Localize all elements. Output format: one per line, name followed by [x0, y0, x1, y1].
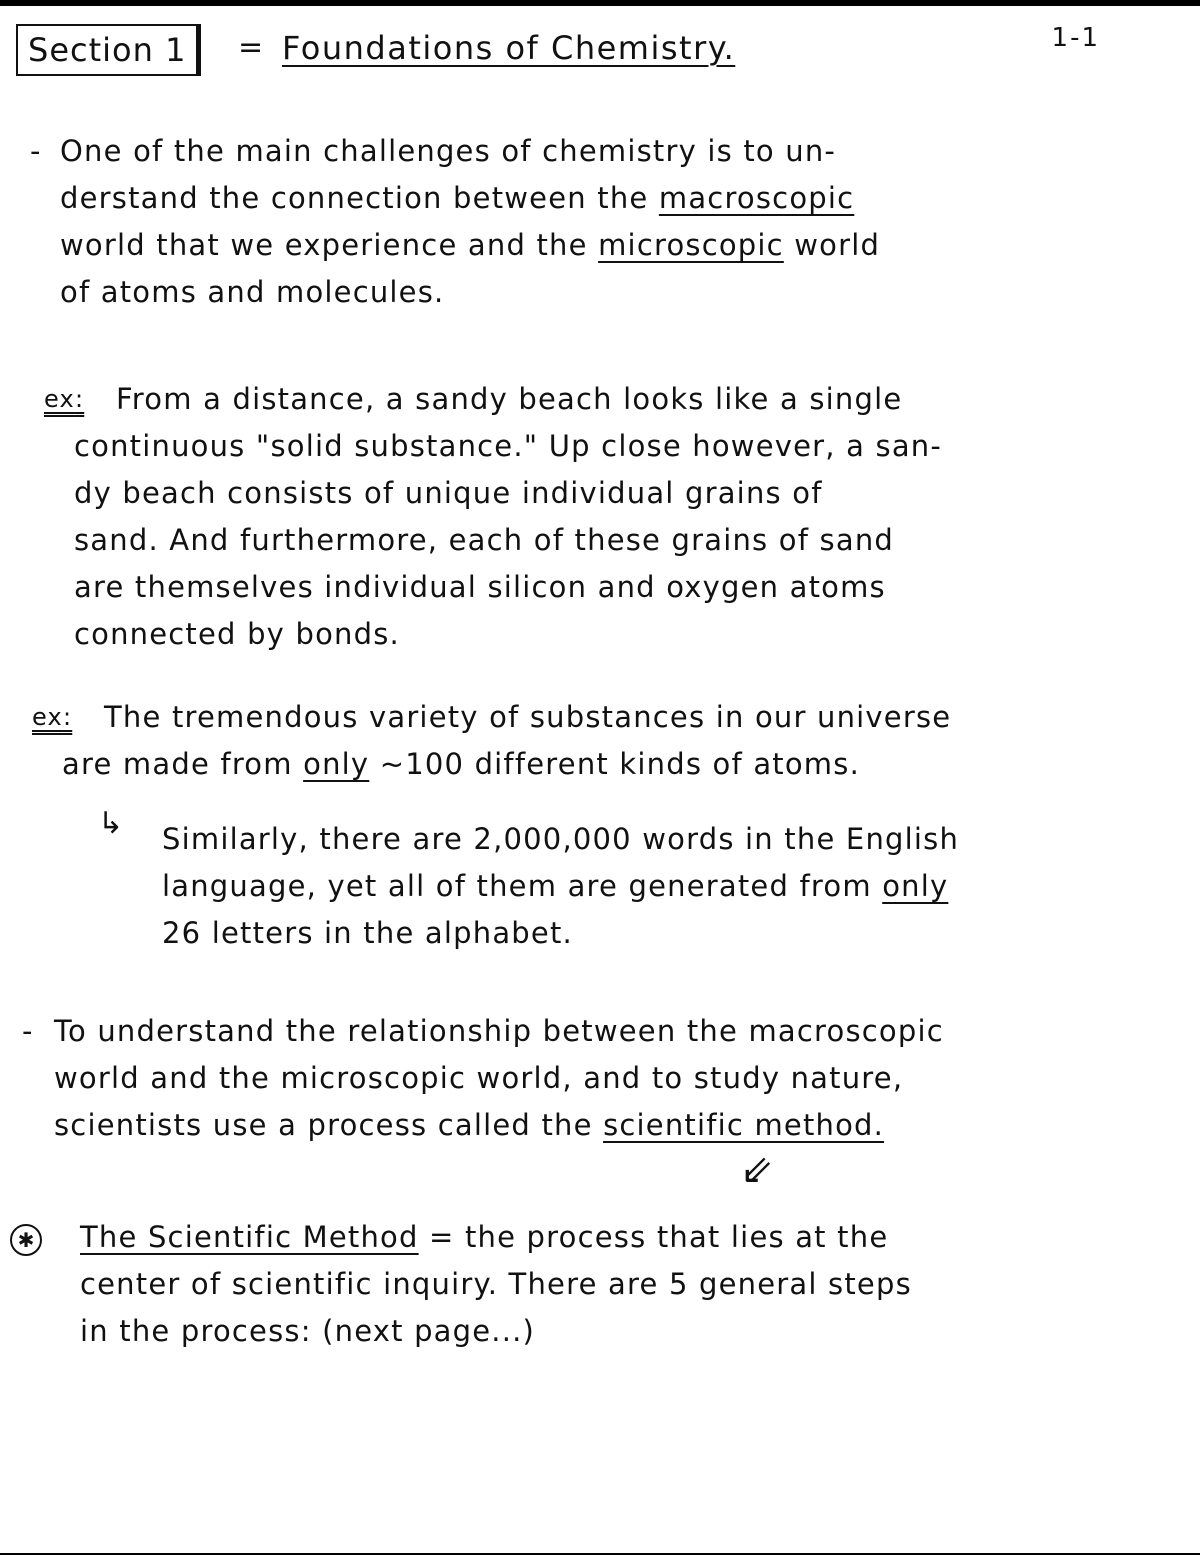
page-number: 1-1	[1051, 23, 1100, 53]
definition-term: The Scientific Method	[80, 1220, 419, 1254]
text-line: continuous "solid substance." Up close however, a san-	[74, 429, 943, 463]
underlined-term-only: only	[882, 869, 949, 903]
hook-arrow-icon: ↳	[98, 806, 124, 841]
underlined-term-macroscopic: macroscopic	[658, 181, 855, 215]
paragraph-intro	[30, 128, 1130, 316]
text-line: sand. And furthermore, each of these grains of sand	[74, 523, 895, 557]
example-label: ex:	[44, 385, 85, 413]
text-line: dy beach consists of unique individual grains of	[74, 476, 823, 510]
text-line: The tremendous variety of substances in our universe	[104, 700, 952, 734]
example-label: ex:	[32, 703, 73, 731]
definition-scientific-method	[80, 1214, 1160, 1355]
text-line: The Scientific Method = the process that lies at the	[80, 1220, 889, 1254]
underlined-term-only: only	[303, 747, 370, 781]
example-beach	[44, 376, 1154, 658]
text-line: are themselves individual silicon and oxygen atoms	[74, 570, 886, 604]
text-line: world and the microscopic world, and to study nature,	[54, 1061, 904, 1095]
top-edge-bar	[0, 0, 1200, 6]
page-header	[16, 24, 1186, 84]
text-line: 26 letters in the alphabet.	[162, 916, 573, 950]
text-line: in the process: (next page...)	[80, 1314, 536, 1348]
paragraph-method	[22, 1008, 1142, 1149]
text-line: connected by bonds.	[74, 617, 400, 651]
example-atoms	[32, 694, 1152, 788]
page-title: Foundations of Chemistry.	[282, 29, 736, 67]
section-label-box: Section 1	[16, 24, 201, 76]
header-equals: =	[238, 30, 264, 65]
bullet-dash: -	[30, 134, 42, 168]
text-line: language, yet all of them are generated from only	[162, 869, 949, 903]
text-line: From a distance, a sandy beach looks like a single	[116, 382, 903, 416]
text-line: world that we experience and the microscopic world	[60, 228, 881, 262]
text-line: One of the main challenges of chemistry is to un-	[60, 134, 837, 168]
underlined-term-scientific-method: scientific method.	[603, 1108, 885, 1142]
text-line: are made from only ~100 different kinds of atoms.	[62, 747, 860, 781]
text-line: scientists use a process called the scientific method.	[54, 1108, 885, 1142]
star-circle-icon: ✱	[10, 1224, 42, 1256]
text-line: of atoms and molecules.	[60, 275, 445, 309]
text-line: center of scientific inquiry. There are 5 general steps	[80, 1267, 912, 1301]
bullet-dash: -	[22, 1014, 34, 1048]
analogy-letters	[162, 816, 1122, 957]
text-line: derstand the connection between the macroscopic	[60, 181, 855, 215]
down-left-arrow-icon: ⇙	[740, 1147, 774, 1193]
underlined-term-microscopic: microscopic	[598, 228, 784, 262]
text-line: Similarly, there are 2,000,000 words in the English	[162, 822, 960, 856]
text-line: To understand the relationship between the macroscopic	[54, 1014, 944, 1048]
